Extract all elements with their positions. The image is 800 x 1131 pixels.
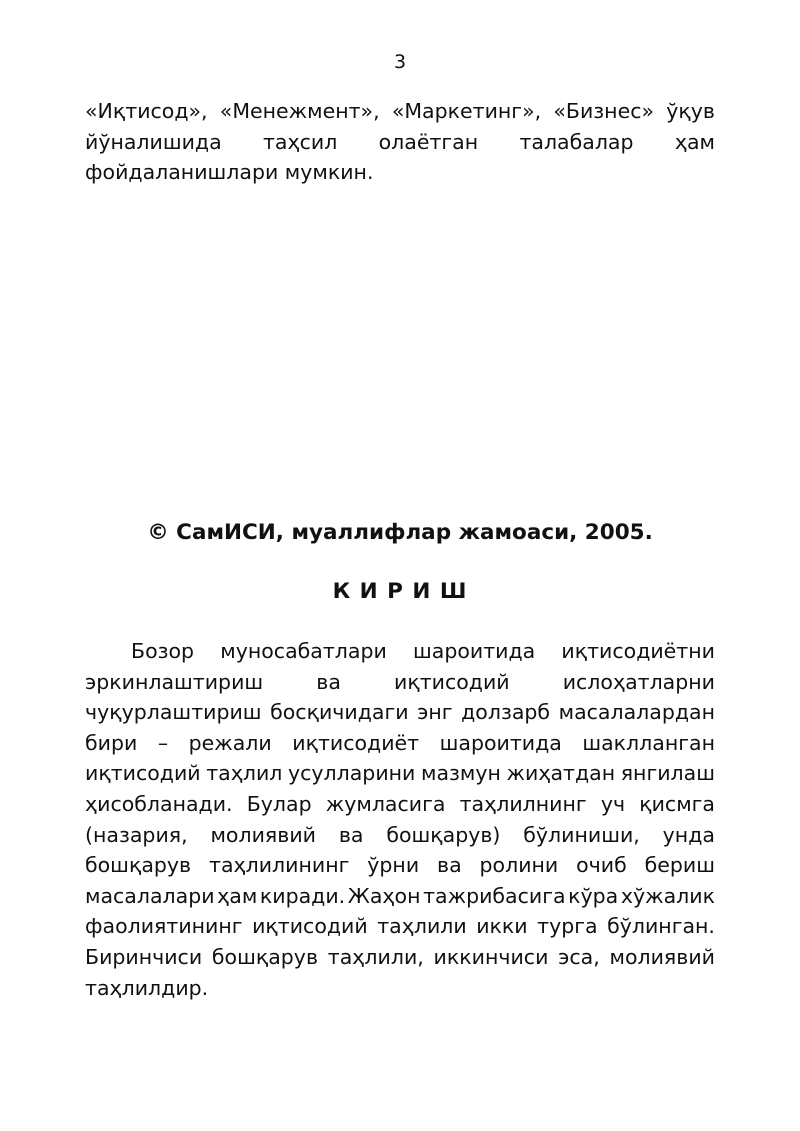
paragraph-line xyxy=(85,820,715,851)
word: шаклланган xyxy=(582,730,715,755)
paragraph-line xyxy=(85,697,715,728)
word: жумласига xyxy=(325,791,446,816)
word: иқтисодий xyxy=(252,914,368,939)
word: ўрни xyxy=(367,853,420,878)
word: Булар xyxy=(246,791,312,816)
word: икки xyxy=(476,914,528,939)
paragraph-line xyxy=(85,942,715,973)
word: иқтисодиётни xyxy=(561,639,715,663)
word: масалалардан xyxy=(558,700,715,725)
word: ва xyxy=(316,669,341,694)
word: «Менежмент», xyxy=(219,99,380,123)
word: эса, xyxy=(558,944,600,969)
word: бериш xyxy=(644,853,715,878)
word: таҳлилдир. xyxy=(85,975,209,1000)
word: шароитида xyxy=(439,730,562,755)
word: талабалар xyxy=(519,129,634,154)
word: бўлиниши, xyxy=(523,822,640,847)
word: Биринчиси xyxy=(85,944,203,969)
paragraph-line xyxy=(85,96,715,127)
word: бошқарув xyxy=(211,944,319,969)
word: (назария, xyxy=(85,822,188,847)
word: иқтисодий xyxy=(85,761,201,786)
word: иқтисодий xyxy=(394,669,510,694)
word: таҳлилнинг xyxy=(459,791,587,816)
word: «Маркетинг», xyxy=(391,99,542,123)
paragraph-line xyxy=(85,636,715,667)
paragraph-line xyxy=(85,850,715,881)
word: иккинчиси xyxy=(433,944,549,969)
word: олаётган xyxy=(378,129,479,154)
word: қисмга xyxy=(639,791,715,816)
word: таҳлили, xyxy=(327,944,424,969)
word: киради. xyxy=(259,883,346,908)
paragraph-line xyxy=(85,667,715,698)
paragraph-line xyxy=(85,728,715,759)
word: очиб xyxy=(576,853,627,878)
word: таҳлил xyxy=(206,761,283,786)
paragraph-line xyxy=(85,881,715,912)
paragraph-line xyxy=(85,758,715,789)
word: таҳсил xyxy=(262,129,338,154)
word: ҳисобланади. xyxy=(85,791,233,816)
word: «Иқтисод», xyxy=(85,99,208,123)
paragraph-line xyxy=(85,789,715,820)
word: ҳам xyxy=(217,883,258,908)
section-title: К И Р И Ш xyxy=(332,579,468,604)
word: эркинлаштириш xyxy=(85,669,264,694)
word: жиҳатдан xyxy=(506,761,616,786)
word: тажрибасига xyxy=(423,883,566,908)
word: бири xyxy=(85,730,138,755)
word: молиявий xyxy=(609,944,715,969)
word: уч xyxy=(600,791,626,816)
word: муносабатлари xyxy=(220,639,387,663)
word: янгилаш xyxy=(620,761,715,786)
copyright-notice: © СамИСИ, муаллифлар жамоаси, 2005. xyxy=(147,520,653,545)
word: ролини xyxy=(479,853,559,878)
word: хўжалик xyxy=(620,883,715,908)
word: ҳам xyxy=(674,129,715,154)
word: шароитида xyxy=(413,639,536,663)
word: чуқурлаштириш xyxy=(85,700,262,725)
word: фойдаланишлари мумкин. xyxy=(85,160,374,185)
paragraph-line xyxy=(85,127,715,158)
word: Бозор xyxy=(131,639,195,663)
word: – xyxy=(157,730,169,755)
word: «Бизнес» xyxy=(553,99,655,123)
word: кўра xyxy=(568,883,619,908)
word: ўқув xyxy=(666,99,715,123)
word: долзарб xyxy=(461,700,551,725)
word: таҳлили xyxy=(377,914,467,939)
word: йўналишида xyxy=(85,129,222,154)
word: мазмун xyxy=(420,761,501,786)
word: иқтисодиёт xyxy=(292,730,420,755)
word: режали xyxy=(188,730,272,755)
word: босқичидаги xyxy=(270,700,409,725)
word: ислоҳатларни xyxy=(562,669,715,694)
word: усулларини xyxy=(288,761,416,786)
word: турга xyxy=(537,914,598,939)
paragraph-line xyxy=(85,157,715,188)
top-paragraph xyxy=(85,96,715,188)
page-number: 3 xyxy=(393,51,407,73)
word: ва xyxy=(338,822,364,847)
word: таҳлилининг xyxy=(209,853,350,878)
word: унда xyxy=(662,822,715,847)
word: фаолиятининг xyxy=(85,914,243,939)
word: ва xyxy=(437,853,462,878)
intro-paragraph xyxy=(85,636,715,1003)
word: Жаҳон xyxy=(347,883,421,908)
paragraph-line xyxy=(85,973,715,1004)
word: бошқарув) xyxy=(386,822,501,847)
word: молиявий xyxy=(210,822,316,847)
word: бўлинган. xyxy=(607,914,715,939)
word: бошқарув xyxy=(85,853,192,878)
paragraph-line xyxy=(85,911,715,942)
word: энг xyxy=(417,700,453,725)
word: масалалари xyxy=(85,883,215,908)
